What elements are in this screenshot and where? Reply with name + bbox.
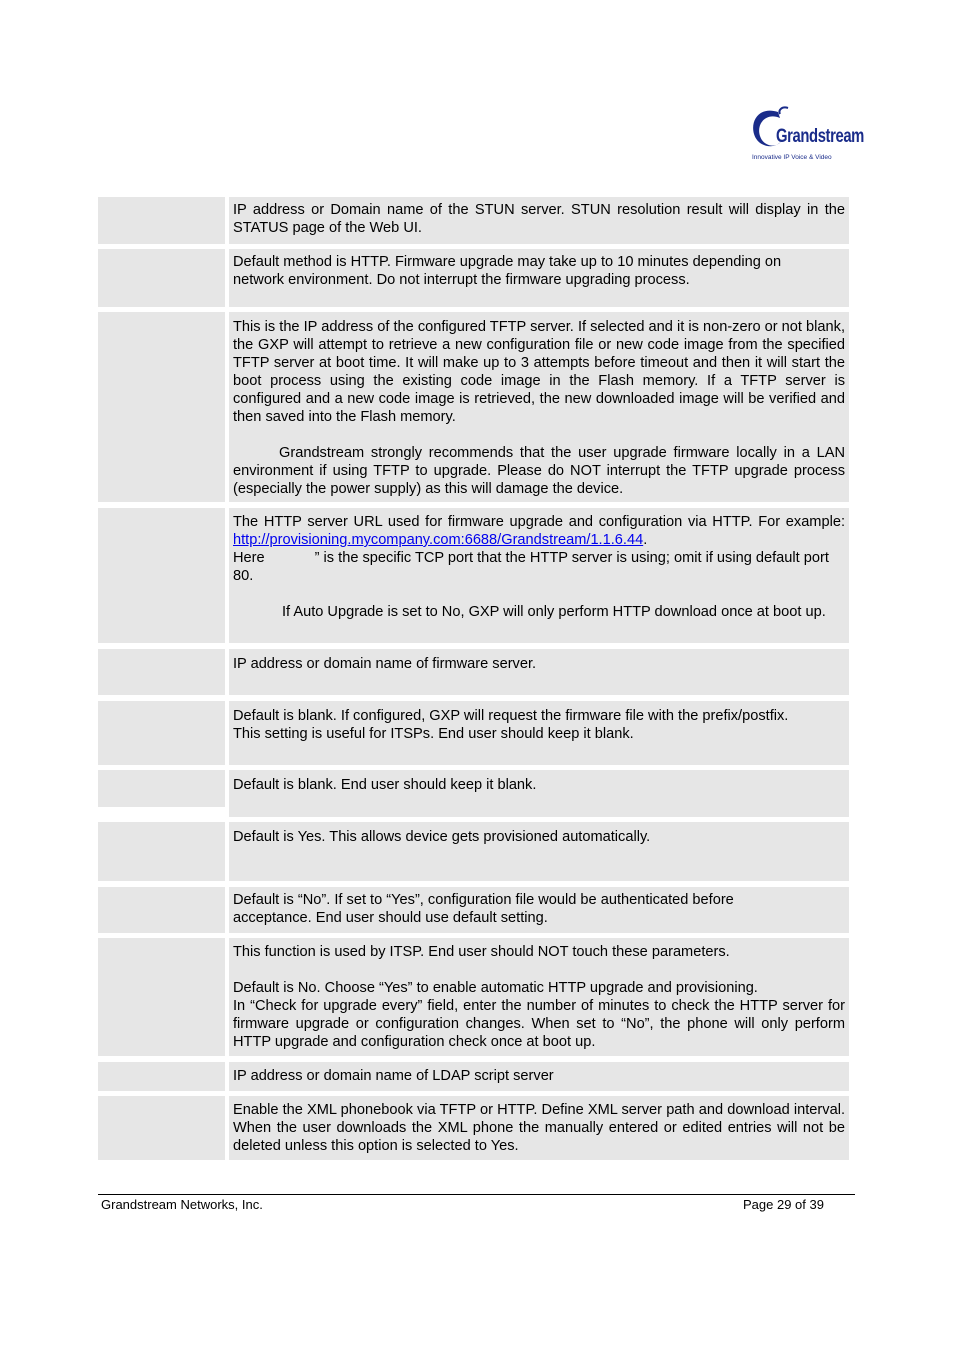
description-text	[233, 513, 845, 549]
description-text-part: Here	[233, 550, 265, 566]
label-cell	[98, 1062, 225, 1091]
table-row-firmware-server	[98, 649, 849, 695]
label-cell	[98, 770, 225, 807]
description-cell	[229, 701, 849, 765]
table-row-firmware-prefix	[98, 701, 849, 765]
description-cell	[229, 312, 849, 502]
table-row-tftp-server	[98, 312, 849, 502]
table-row-upgrade-via	[98, 249, 849, 307]
logo-tagline: Innovative IP Voice & Video	[752, 154, 832, 161]
table-row-config-prefix	[98, 770, 849, 817]
description-text-part: The HTTP server URL used for firmware upgrade and configuration via HTTP. For example:	[233, 514, 845, 530]
description-text: IP address or Domain name of the STUN server. STUN resolution result will display in the STATUS page of the Web UI.	[233, 202, 845, 236]
description-text: Default is “No”. If set to “Yes”, configuration file would be authenticated before	[233, 892, 734, 908]
description-cell	[229, 822, 849, 881]
description-text: This setting is useful for ITSPs. End user should keep it blank.	[233, 726, 634, 742]
table-row-xml-phonebook	[98, 1096, 849, 1160]
label-cell	[98, 508, 225, 643]
description-cell	[229, 1096, 849, 1160]
table-row-stun	[98, 197, 849, 244]
description-cell	[229, 508, 849, 643]
description-text: This function is used by ITSP. End user should NOT touch these parameters.	[233, 944, 730, 960]
label-cell	[98, 938, 225, 1056]
table-row-ldap-server	[98, 1062, 849, 1091]
description-text: Default is blank. If configured, GXP will request the firmware file with the prefix/postfix.	[233, 708, 789, 724]
description-text: IP address or domain name of LDAP script server	[233, 1068, 554, 1084]
table-row-authenticate-config	[98, 887, 849, 933]
description-cell	[229, 1062, 849, 1091]
label-cell	[98, 887, 225, 933]
description-text: IP address or domain name of firmware server.	[233, 656, 537, 672]
footer-page-number: Page 29 of 39	[743, 1197, 824, 1212]
table-row-auto-provision	[98, 822, 849, 881]
logo-wordmark: Grandstream	[776, 126, 864, 147]
description-cell	[229, 197, 849, 244]
label-cell	[98, 701, 225, 765]
footer-company: Grandstream Networks, Inc.	[101, 1197, 263, 1212]
label-cell	[98, 197, 225, 244]
description-text: Default is No. Choose “Yes” to enable automatic HTTP upgrade and provisioning.	[233, 980, 758, 996]
description-note: Grandstream strongly recommends that the user upgrade firmware locally in a LAN environment if using TFTP to upgrade. Please do NOT interrupt the TFTP upgrade process (especially the power supply) as this will damage the device.	[233, 445, 845, 497]
description-text: Default is Yes. This allows device gets provisioned automatically.	[233, 829, 651, 845]
description-text	[233, 549, 845, 585]
description-text: acceptance. End user should use default setting.	[233, 910, 548, 926]
description-cell	[229, 770, 849, 817]
description-text: Enable the XML phonebook via TFTP or HTTP. Define XML server path and download interval. When the user downloads the XML phone the manually entered or edited entries will not be deleted unless this option is selected to Yes.	[233, 1102, 845, 1154]
description-cell	[229, 649, 849, 695]
label-cell	[98, 312, 225, 502]
description-text: In “Check for upgrade every” field, enter the number of minutes to check the HTTP server for firmware upgrade or configuration changes. When set to “No”, the phone will only perform HTTP upgrade and configuration check once at boot up.	[233, 998, 845, 1050]
description-text: network environment. Do not interrupt the firmware upgrading process.	[233, 272, 690, 288]
label-cell	[98, 1096, 225, 1160]
label-cell	[98, 249, 225, 307]
description-text: Default method is HTTP. Firmware upgrade may take up to 10 minutes depending on	[233, 254, 782, 270]
label-cell	[98, 649, 225, 695]
description-cell	[229, 887, 849, 933]
grandstream-logo	[748, 104, 864, 166]
description-text: This is the IP address of the configured TFTP server. If selected and it is non-zero or not blank, the GXP will attempt to retrieve a new configuration file or new code image from the specified TFTP server at boot time. It will make up to 3 attempts before timeout and then it will start the boot process using the existing code image in the Flash memory. If a TFTP server is configured and a new code image is retrieved, the new downloaded image will be verified and then saved into the Flash memory.	[233, 319, 845, 425]
description-cell	[229, 249, 849, 307]
footer-divider	[98, 1194, 855, 1195]
table-row-auto-upgrade	[98, 938, 849, 1056]
description-note: If Auto Upgrade is set to No, GXP will only perform HTTP download once at boot up.	[282, 604, 826, 620]
description-cell	[229, 938, 849, 1056]
description-text: Default is blank. End user should keep it blank.	[233, 777, 537, 793]
description-text-part: .	[643, 532, 648, 548]
label-cell	[98, 822, 225, 881]
description-text-part: ” is the specific TCP port that the HTTP server is using; omit if using default port 80.	[233, 550, 829, 584]
provisioning-url-link[interactable]: http://provisioning.mycompany.com:6688/Grandstream/1.1.6.44	[233, 532, 644, 548]
table-row-http-server	[98, 508, 849, 643]
